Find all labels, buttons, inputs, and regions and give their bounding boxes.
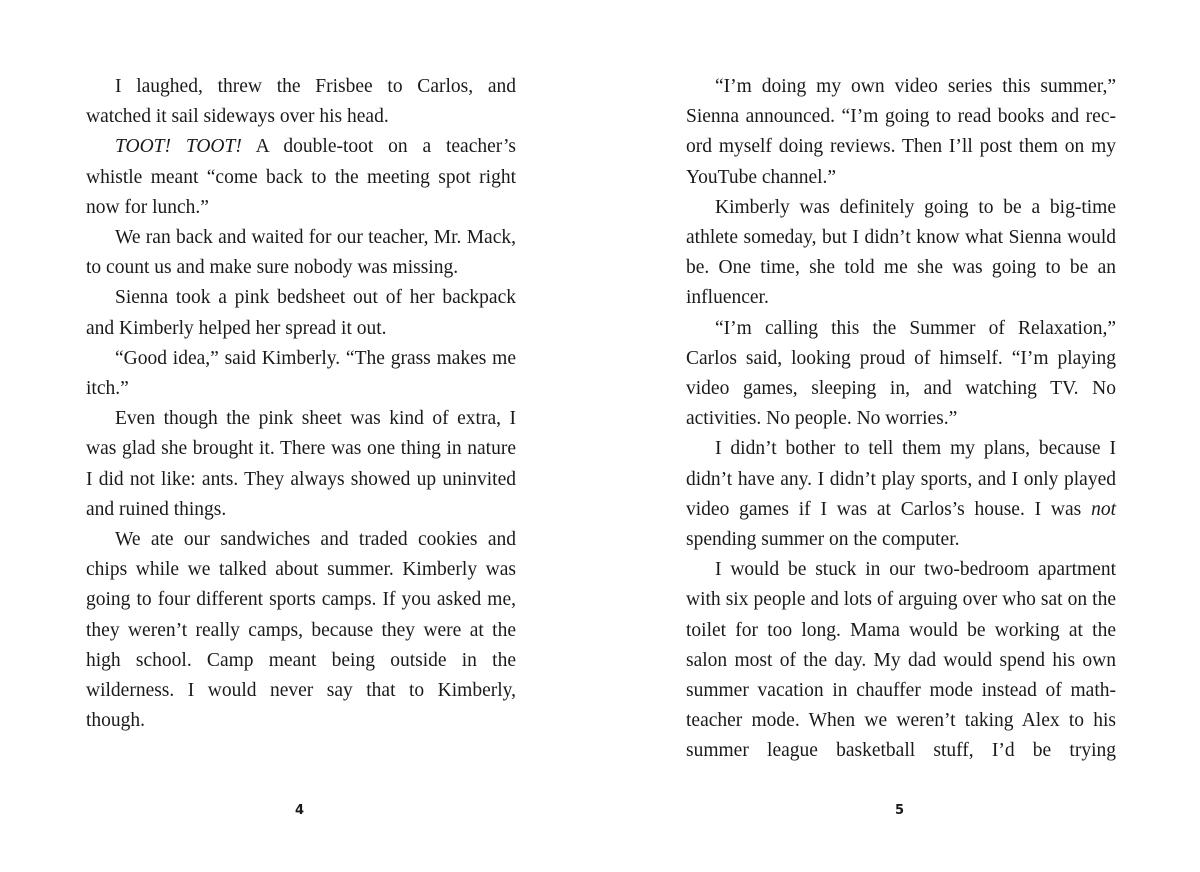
paragraph: Kimberly was definitely going to be a big-time athlete someday, but I didn’t know what Sienna would be. One time, she told me she was going to be an influencer. <box>686 196 1116 309</box>
paragraph: “Good idea,” said Kimberly. “The grass makes me itch.” <box>86 347 516 400</box>
paragraph: I laughed, threw the Frisbee to Carlos, and watched it sail sideways over his head. <box>86 76 516 128</box>
paragraph: We ate our sandwiches and traded cookies and chips while we talked about summer. Kimberly was going to four different sports camps. If you asked me, they weren’t really camps, because they were at the high school. Camp meant being outside in the wilderness. I would never say that to Kimberly, though. <box>86 529 516 732</box>
paragraph-text: spending summer on the computer. <box>686 529 960 551</box>
paragraph: Sienna took a pink bedsheet out of her backpack and Kimberly helped her spread it out. <box>86 287 516 339</box>
italic-text: TOOT! TOOT! <box>115 136 242 158</box>
paragraph <box>686 434 1116 555</box>
paragraph: I would be stuck in our two-bedroom apartment with six people and lots of arguing over who sat on the toilet for too long. Mama would be working at the salon most of the day. My dad would spend his own summer vacation in chauffer mode instead of math-teacher mode. When we weren’t taking Alex to his summer league basketball stuff, I’d be trying <box>686 559 1116 762</box>
paragraph: “I’m doing my own video series this summer,” Sienna announced. “I’m going to read books and record myself doing reviews. Then I’ll post them on my YouTube channel.” <box>686 76 1116 188</box>
paragraph: We ran back and waited for our teacher, Mr. Mack, to count us and make sure nobody was missing. <box>86 227 516 279</box>
paragraph: “I’m calling this the Summer of Relaxation,” Carlos said, looking proud of himself. “I’m playing video games, sleeping in, and watching TV. No activities. No people. No worries.” <box>686 317 1116 430</box>
paragraph-text: I didn’t bother to tell them my plans, because I didn’t have any. I didn’t play sports, and I only played video games if I was at Carlos’s house. I was <box>686 438 1116 520</box>
italic-text: not <box>1091 498 1116 520</box>
right-page <box>686 72 1116 767</box>
page-number-left: 4 <box>295 803 305 818</box>
paragraph <box>86 132 516 223</box>
paragraph-text: A double-toot on a teacher’s whistle meant “come back to the meeting spot right now for lunch.” <box>86 136 516 218</box>
left-page <box>86 72 516 736</box>
paragraph: Even though the pink sheet was kind of extra, I was glad she brought it. There was one thing in nature I did not like: ants. They always showed up uninvited and ruined things. <box>86 408 516 520</box>
page-number-right: 5 <box>895 803 905 818</box>
